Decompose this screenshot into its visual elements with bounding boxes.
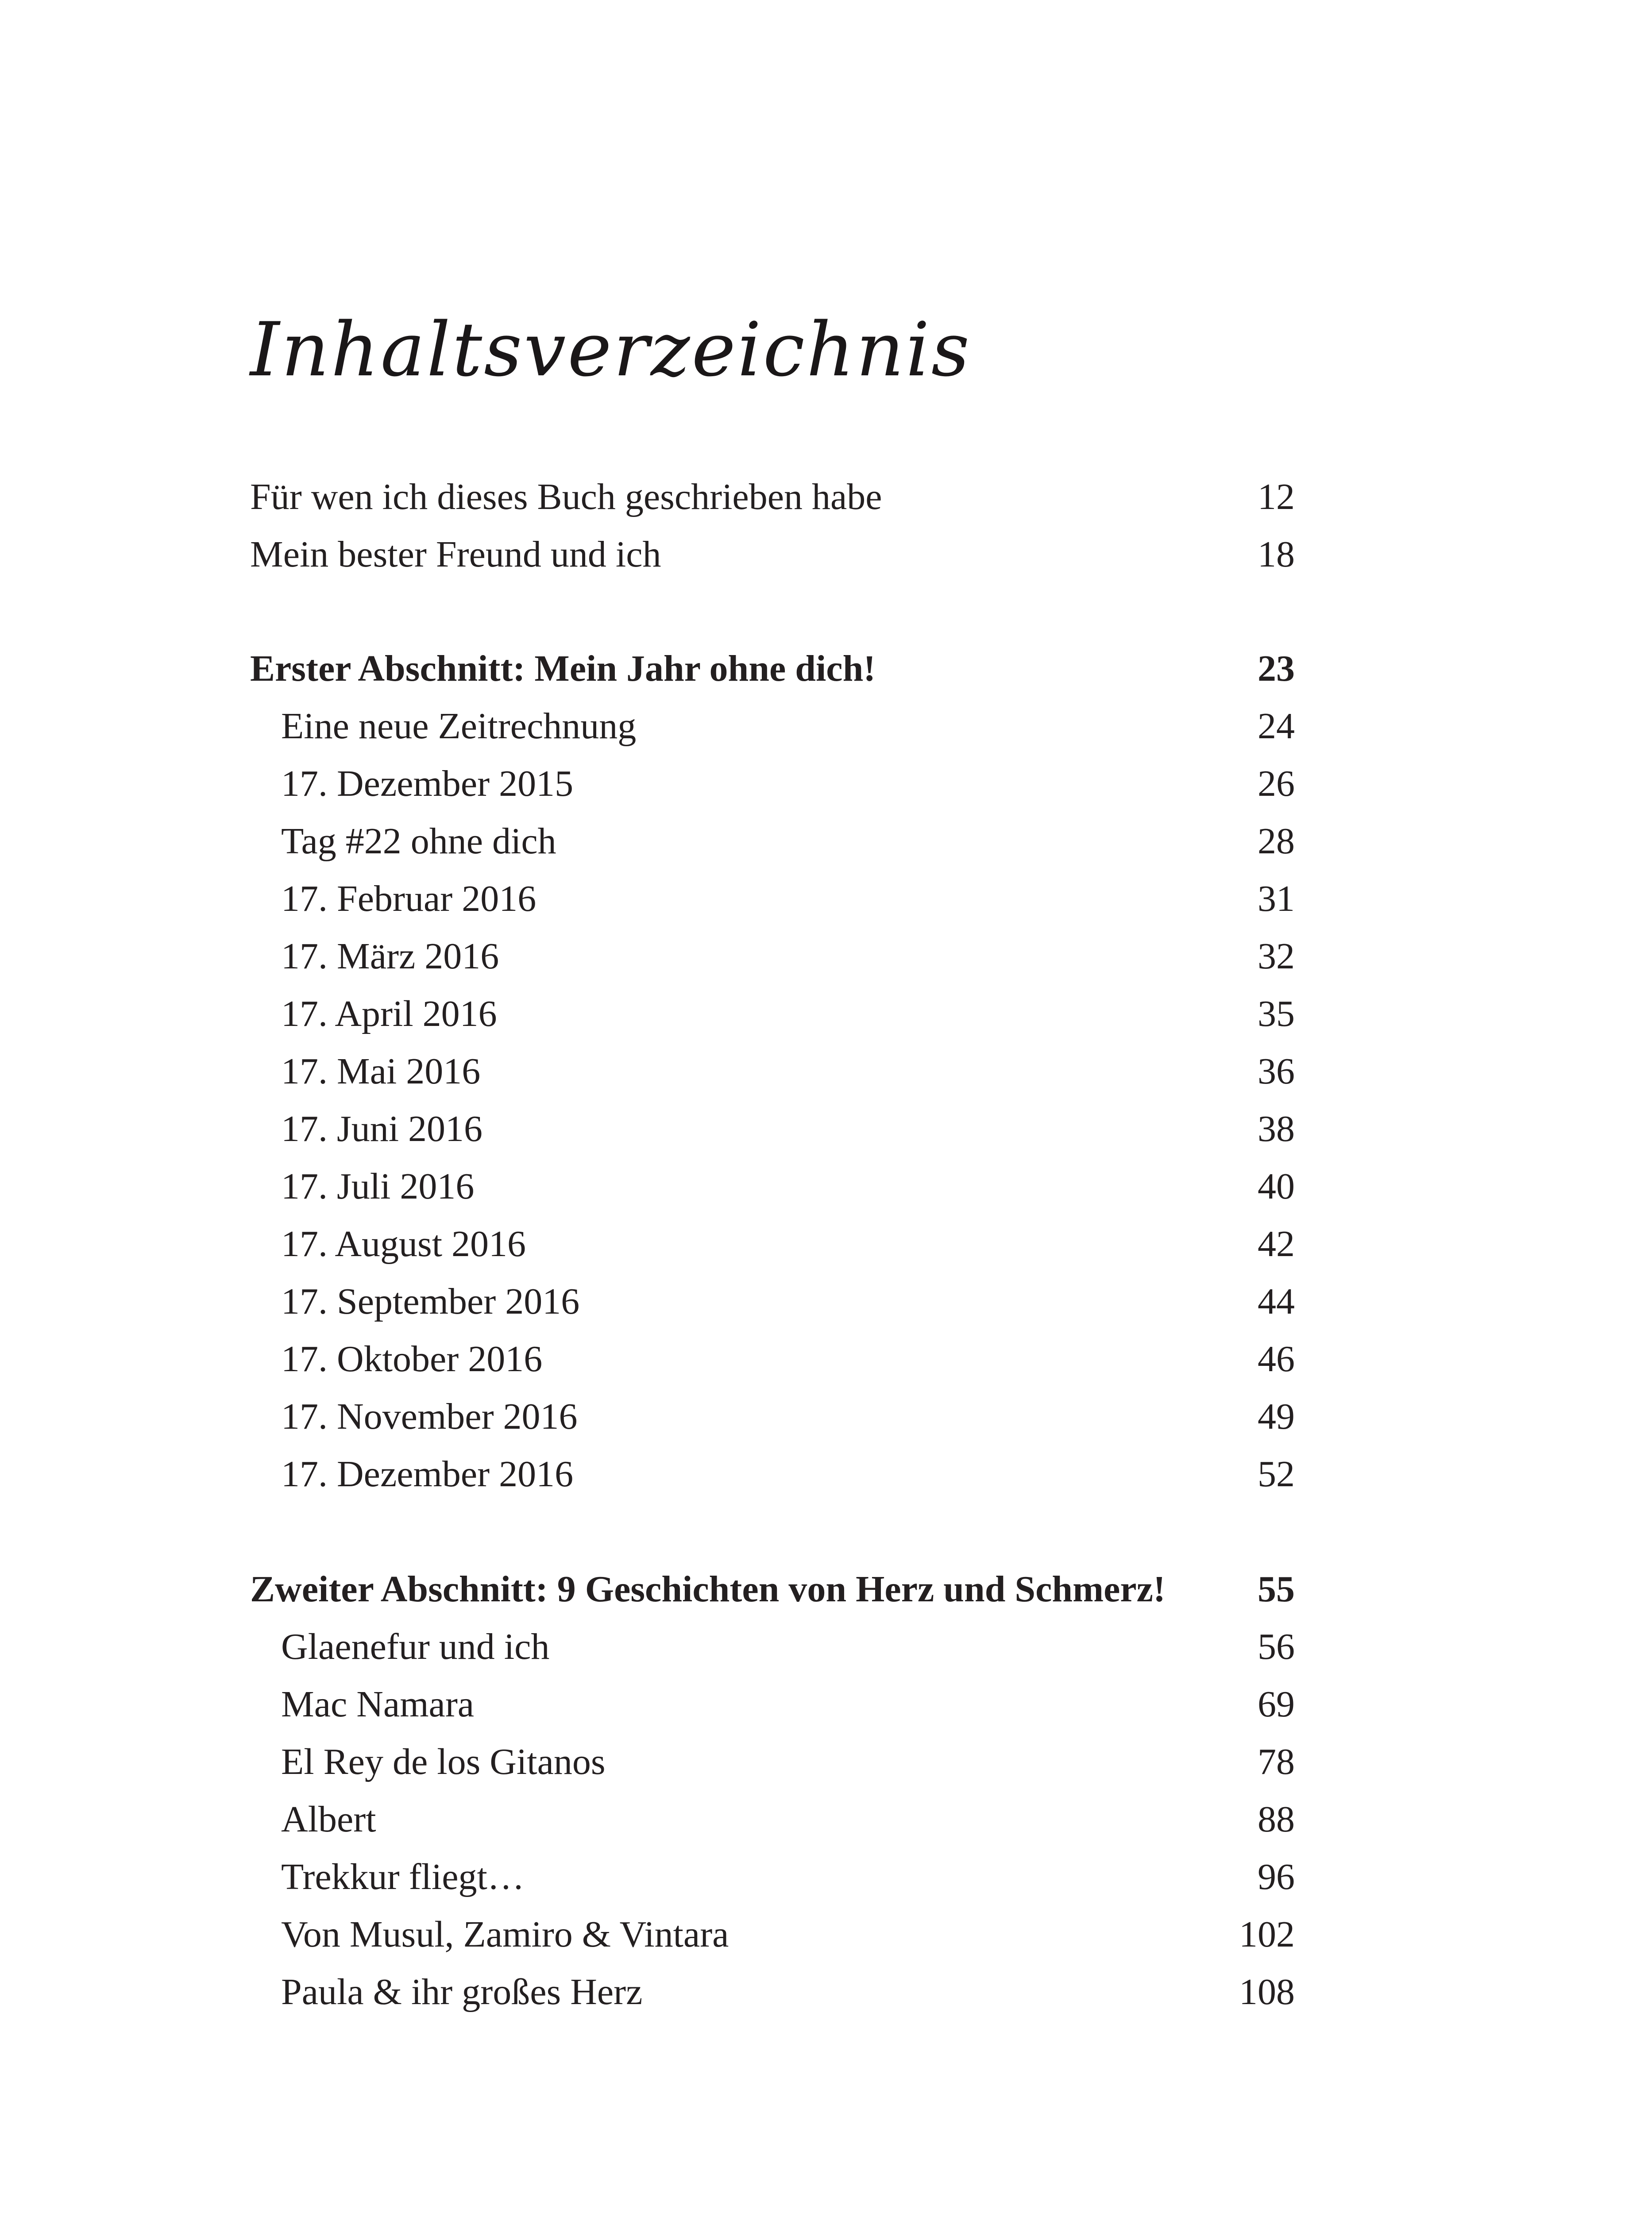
entry-page-number: 96	[1258, 1856, 1295, 1897]
entry-title: Für wen ich dieses Buch geschrieben habe	[250, 476, 882, 517]
entry-page-number: 40	[1258, 1166, 1295, 1207]
entry-page-number: 28	[1258, 821, 1295, 862]
entry-page-number: 78	[1258, 1741, 1295, 1782]
toc-section-heading[interactable]	[250, 640, 1295, 698]
entry-page-number: 38	[1258, 1108, 1295, 1149]
entry-page-number: 102	[1239, 1914, 1295, 1955]
toc-entry[interactable]	[250, 1676, 1295, 1733]
toc-entry[interactable]	[250, 1043, 1295, 1100]
toc-entry[interactable]	[250, 928, 1295, 985]
entry-title: Paula & ihr großes Herz	[281, 1971, 643, 2013]
toc-entry[interactable]	[250, 1388, 1295, 1446]
toc-entry[interactable]	[250, 698, 1295, 755]
toc-entry[interactable]	[250, 468, 1295, 526]
toc-entry[interactable]	[250, 1848, 1295, 1906]
entry-title: Mac Namara	[281, 1684, 475, 1725]
toc-entry[interactable]	[250, 870, 1295, 928]
toc-entry[interactable]	[250, 1733, 1295, 1791]
entry-title: 17. Februar 2016	[281, 878, 537, 919]
section-title: Erster Abschnitt: Mein Jahr ohne dich!	[250, 648, 876, 689]
entry-page-number: 46	[1258, 1338, 1295, 1380]
entry-page-number: 32	[1258, 936, 1295, 977]
entry-title: 17. Juni 2016	[281, 1108, 483, 1149]
entry-title: 17. August 2016	[281, 1223, 526, 1265]
toc-entry[interactable]	[250, 1906, 1295, 1963]
entry-title: 17. September 2016	[281, 1281, 580, 1322]
entry-page-number: 69	[1258, 1684, 1295, 1725]
toc-entry[interactable]	[250, 985, 1295, 1043]
entry-title: 17. Mai 2016	[281, 1051, 481, 1092]
toc-entry[interactable]	[250, 1446, 1295, 1503]
entry-title: Von Musul, Zamiro & Vintara	[281, 1914, 729, 1955]
entry-title: Glaenefur und ich	[281, 1626, 550, 1667]
toc-entry[interactable]	[250, 1100, 1295, 1158]
toc-entry[interactable]	[250, 1273, 1295, 1330]
entry-page-number: 88	[1258, 1799, 1295, 1840]
entry-page-number: 52	[1258, 1453, 1295, 1495]
entry-page-number: 42	[1258, 1223, 1295, 1265]
toc-entry[interactable]	[250, 813, 1295, 870]
entry-title: 17. Dezember 2016	[281, 1453, 574, 1495]
toc-entry[interactable]	[250, 1963, 1295, 2021]
entry-page-number: 26	[1258, 763, 1295, 804]
entry-page-number: 56	[1258, 1626, 1295, 1667]
toc-entry[interactable]	[250, 1618, 1295, 1676]
section-page-number: 23	[1258, 648, 1295, 689]
entry-page-number: 36	[1258, 1051, 1295, 1092]
entry-page-number: 31	[1258, 878, 1295, 919]
entry-title: Eine neue Zeitrechnung	[281, 706, 637, 747]
entry-title: 17. Juli 2016	[281, 1166, 475, 1207]
toc-entry[interactable]	[250, 1215, 1295, 1273]
entry-page-number: 49	[1258, 1396, 1295, 1437]
entry-title: Mein bester Freund und ich	[250, 534, 661, 575]
toc-entry[interactable]	[250, 1158, 1295, 1215]
entry-title: 17. Oktober 2016	[281, 1338, 543, 1380]
section-page-number: 55	[1258, 1569, 1295, 1610]
entry-title: 17. April 2016	[281, 993, 497, 1034]
toc-entry[interactable]	[250, 1791, 1295, 1848]
entry-page-number: 12	[1258, 476, 1295, 517]
toc-entry[interactable]	[250, 755, 1295, 813]
toc-section-heading[interactable]	[250, 1561, 1295, 1618]
entry-title: Albert	[281, 1799, 376, 1840]
entry-title: 17. März 2016	[281, 936, 499, 977]
entry-title: 17. Dezember 2015	[281, 763, 574, 804]
entry-page-number: 18	[1258, 534, 1295, 575]
entry-page-number: 108	[1239, 1971, 1295, 2013]
page-title: Inhaltsverzeichnis	[250, 306, 972, 393]
toc-entry[interactable]	[250, 526, 1295, 583]
entry-title: Tag #22 ohne dich	[281, 821, 556, 862]
entry-page-number: 44	[1258, 1281, 1295, 1322]
entry-title: Trekkur fliegt…	[281, 1856, 525, 1897]
entry-page-number: 24	[1258, 706, 1295, 747]
toc-entry[interactable]	[250, 1330, 1295, 1388]
entry-title: El Rey de los Gitanos	[281, 1741, 606, 1782]
entry-page-number: 35	[1258, 993, 1295, 1034]
entry-title: 17. November 2016	[281, 1396, 578, 1437]
section-title: Zweiter Abschnitt: 9 Geschichten von Herz und Schmerz!	[250, 1569, 1166, 1610]
